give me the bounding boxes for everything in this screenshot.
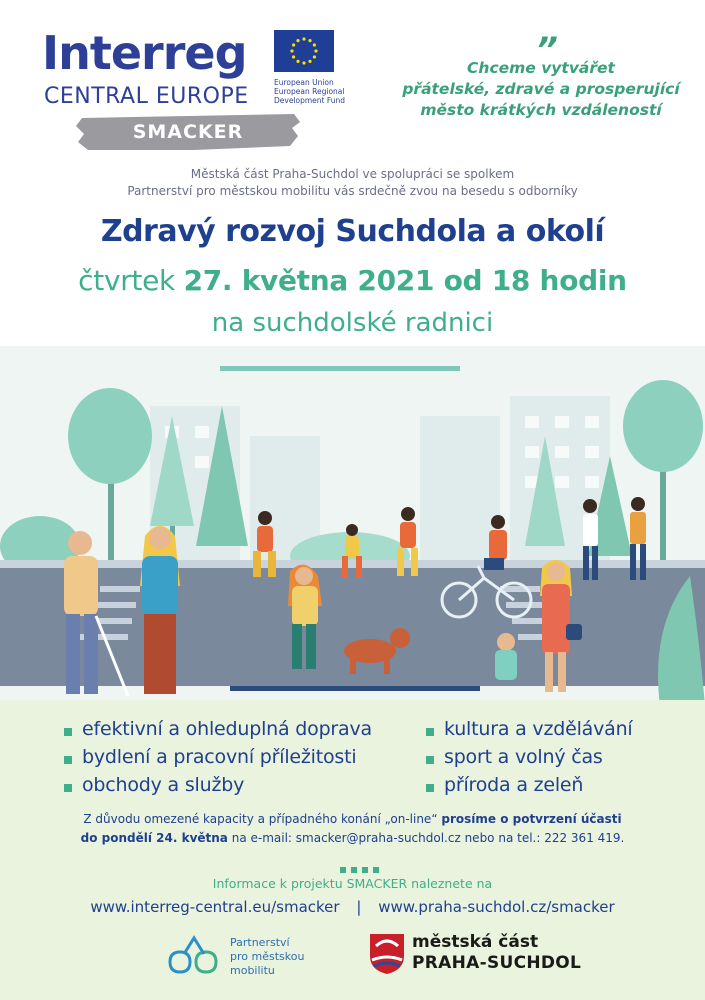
interreg-link[interactable]: www.interreg-central.eu/smacker: [90, 898, 340, 916]
partnerstvi-logo-icon: [166, 932, 222, 976]
event-title: Zdravý rozvoj Suchdola a okolí: [100, 214, 605, 249]
partner-line: pro městskou: [230, 950, 305, 963]
eu-flag-icon: [274, 30, 334, 72]
event-date-time: 27. května 2021 od 18 hodin: [183, 264, 627, 297]
topic-item: příroda a zeleň: [444, 774, 584, 796]
topic-bullet: [426, 728, 434, 736]
slogan-quote: [396, 58, 686, 121]
topic-item: obchody a služby: [82, 774, 245, 796]
interreg-logo-text: Interreg: [42, 26, 247, 80]
topic-item: sport a volný čas: [444, 746, 603, 768]
notice-text: Z důvodu omezené kapacity a případného konání „on-line“: [83, 812, 442, 826]
quote-line: město krátkých vzdáleností: [420, 101, 662, 119]
intro-line: Městská část Praha-Suchdol ve spolupráci se spolkem: [190, 167, 515, 181]
lower-background: [0, 700, 705, 1000]
quote-mark: ”: [536, 30, 558, 70]
divider-dots: [340, 858, 384, 877]
eu-line: European Regional: [274, 87, 345, 96]
event-date: [0, 264, 705, 297]
partner-line: mobilitu: [230, 964, 275, 977]
suchdol-coat-of-arms-icon: [368, 932, 406, 976]
project-links: [0, 898, 705, 916]
eu-fund-text: [274, 78, 364, 105]
street-scene-illustration: [0, 346, 705, 706]
topic-bullet: [64, 728, 72, 736]
eu-line: European Union: [274, 78, 334, 87]
topic-bullet: [64, 756, 72, 764]
partner-line: Partnerství: [230, 936, 290, 949]
notice-contact[interactable]: na e-mail: smacker@praha-suchdol.cz nebo na tel.: 222 361 419.: [227, 831, 625, 845]
suchdol-link[interactable]: www.praha-suchdol.cz/smacker: [378, 898, 615, 916]
partnerstvi-logo-text: [230, 936, 330, 978]
municipality-name-line1: městská část: [412, 932, 539, 952]
invitation-intro: [0, 166, 705, 200]
topic-bullet: [426, 756, 434, 764]
event-day: čtvrtek: [78, 264, 184, 297]
topic-item: kultura a vzdělávání: [444, 718, 633, 740]
quote-line: přátelské, zdravé a prosperující: [402, 80, 680, 98]
registration-notice: [0, 810, 705, 848]
notice-bold: prosíme o potvrzení účasti: [441, 812, 622, 826]
central-europe-logo-text: CENTRAL EUROPE: [44, 84, 249, 109]
quote-line: Chceme vytvářet: [467, 59, 615, 77]
topic-bullet: [64, 784, 72, 792]
notice-deadline: do pondělí 24. května: [80, 831, 228, 845]
municipality-name-line2: PRAHA-SUCHDOL: [412, 953, 582, 973]
event-place: na suchdolské radnici: [211, 308, 494, 338]
link-separator: |: [356, 898, 362, 916]
smacker-project-label: SMACKER: [132, 121, 244, 143]
topic-item: efektivní a ohleduplná doprava: [82, 718, 372, 740]
intro-line: Partnerství pro městskou mobilitu vás srdečně zvou na besedu s odborníky: [127, 184, 578, 198]
project-info-text: Informace k projektu SMACKER naleznete na: [212, 876, 493, 891]
eu-line: Development Fund: [274, 96, 346, 105]
topic-item: bydlení a pracovní příležitosti: [82, 746, 357, 768]
topic-bullet: [426, 784, 434, 792]
